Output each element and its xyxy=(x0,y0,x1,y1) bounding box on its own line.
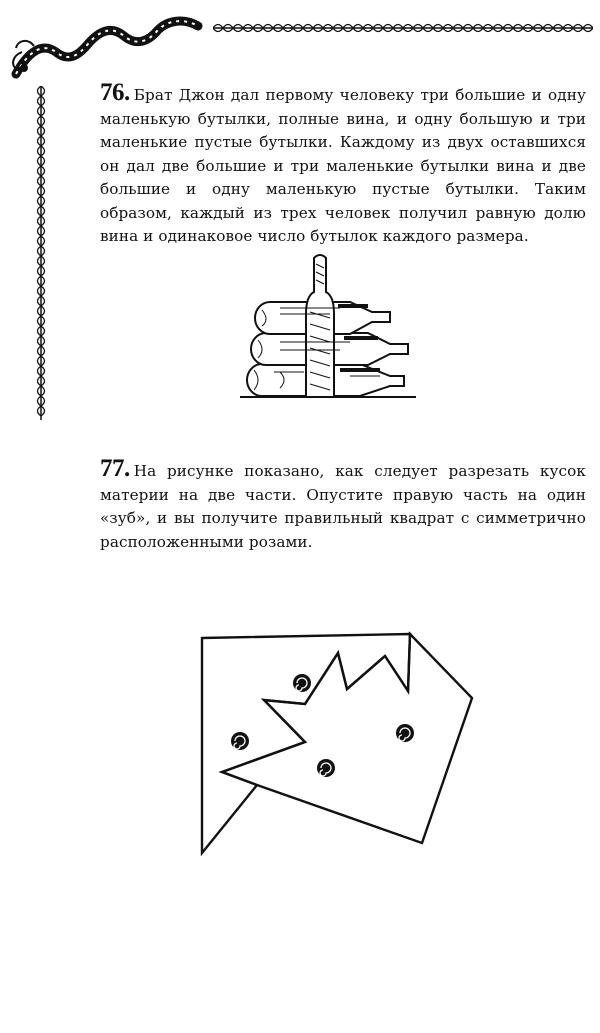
problem-76 xyxy=(100,81,586,249)
cloth-right-piece xyxy=(222,634,472,843)
top-border-ornament xyxy=(213,21,593,35)
problem-77 xyxy=(100,457,586,554)
problem-number: 77. xyxy=(100,455,130,482)
rose-icon xyxy=(293,674,311,692)
rose-icon xyxy=(396,724,414,742)
rose-icon xyxy=(317,759,335,777)
cloth-diagram xyxy=(190,625,480,860)
problem-text: На рисунке показано, как следует разрезать кусок материи на две части. Опустите правую часть на один «зуб», и вы получите правильный квадрат с симметрично расположенными розами. xyxy=(100,462,586,551)
problem-text: Брат Джон дал первому человеку три большие и одну маленькую бутылки, полные вина, и одну большую и три маленькие пустые бутылки. Каждому из двух оставшихся он дал две большие и три маленькие бутылки вина и две большие и одну маленькую пустые бутылки. Таким образом, каждый из трех человек получил равную долю вина и одинаковое число бутылок каждого размера. xyxy=(100,86,586,245)
problem-number: 76. xyxy=(100,79,130,106)
ribbon-ornament xyxy=(8,12,208,82)
wine-bottles-illustration xyxy=(240,252,416,398)
left-border-ornament xyxy=(33,86,49,420)
rose-icon xyxy=(231,732,249,750)
